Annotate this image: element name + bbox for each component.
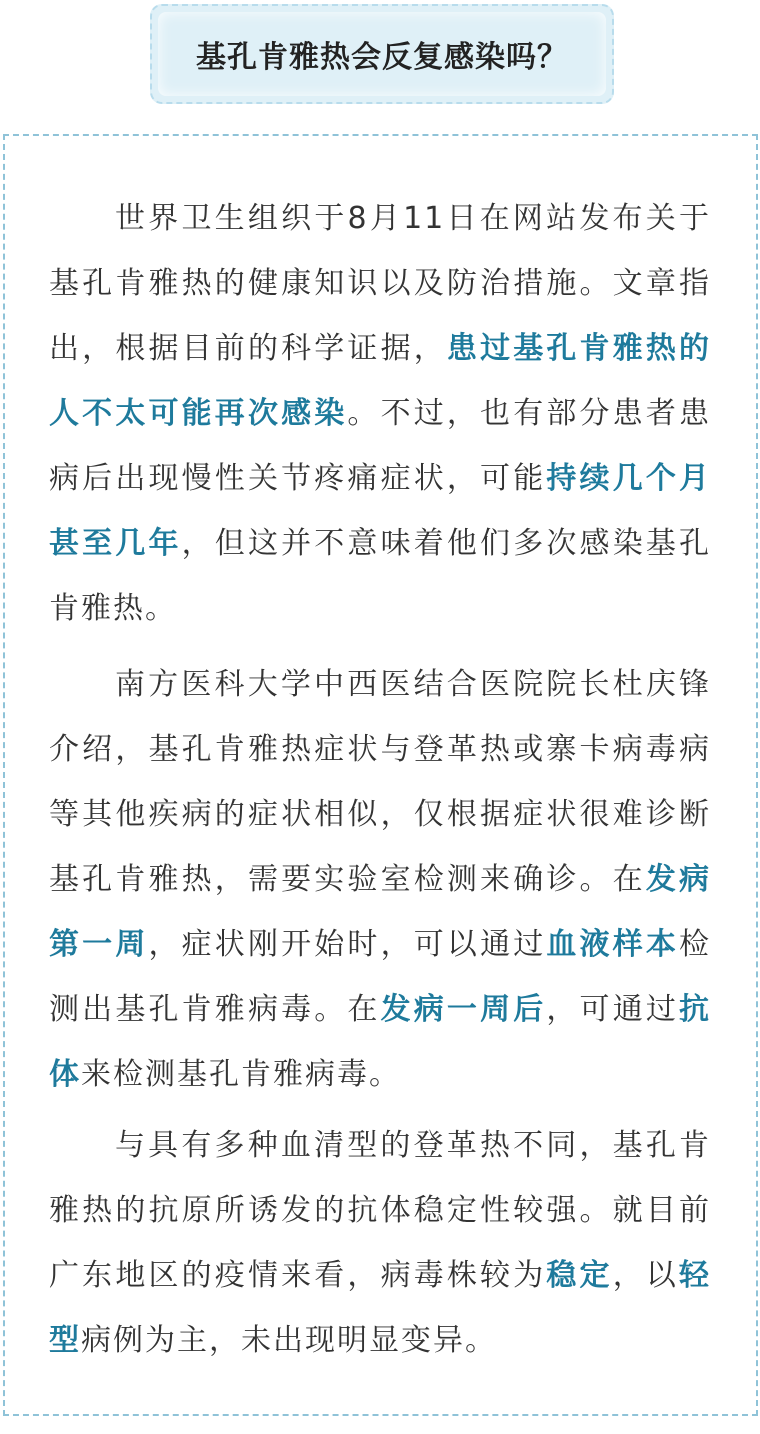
article-title: 基孔肯雅热会反复感染吗？ [196,40,568,75]
text-segment: 南方医科大学中西医结合医院院长杜庆锋介绍，基孔肯雅热症状与登革热或寨卡病毒病等其他疾病的症状相似，仅根据症状很难诊断基孔肯雅热，需要实验室检测来确诊。在 [49,667,711,897]
text-segment: 来检测基孔肯雅病毒。 [81,1057,401,1092]
title-banner [150,4,614,104]
highlight-segment: 患过基孔肯雅热的人不太可能再次感染 [49,331,712,431]
highlight-segment: 发病第一周 [49,862,712,962]
paragraph-1 [49,186,711,641]
highlight-segment: 稳定 [546,1258,613,1293]
paragraph-3 [49,1113,711,1373]
text-segment: 检测出基孔肯雅病毒。在 [49,927,712,1027]
text-segment: ，症状刚开始时，可以通过 [148,927,547,962]
text-segment: ，但这并不意味着他们多次感染基孔肯雅热。 [49,526,712,626]
text-segment: 。不过，也有部分患者患病后出现慢性关节疼痛症状，可能 [49,396,712,496]
text-segment: 世界卫生组织于8月11日在网站发布关于基孔肯雅热的健康知识以及防治措施。文章指出，根据目前的科学证据， [49,201,711,366]
highlight-segment: 血液样本 [546,927,680,962]
paragraph-2 [49,652,711,1107]
text-segment: 病例为主，未出现明显变异。 [81,1323,497,1358]
text-segment: ，可通过 [546,992,680,1027]
highlight-segment: 轻型 [49,1258,712,1358]
highlight-segment: 发病一周后 [380,992,547,1027]
text-segment: ，以 [612,1258,680,1293]
highlight-segment: 抗体 [49,992,712,1092]
text-segment: 与具有多种血清型的登革热不同，基孔肯雅热的抗原所诱发的抗体稳定性较强。就目前广东地区的疫情来看，病毒株较为 [49,1128,711,1293]
highlight-segment: 持续几个月甚至几年 [49,461,712,561]
